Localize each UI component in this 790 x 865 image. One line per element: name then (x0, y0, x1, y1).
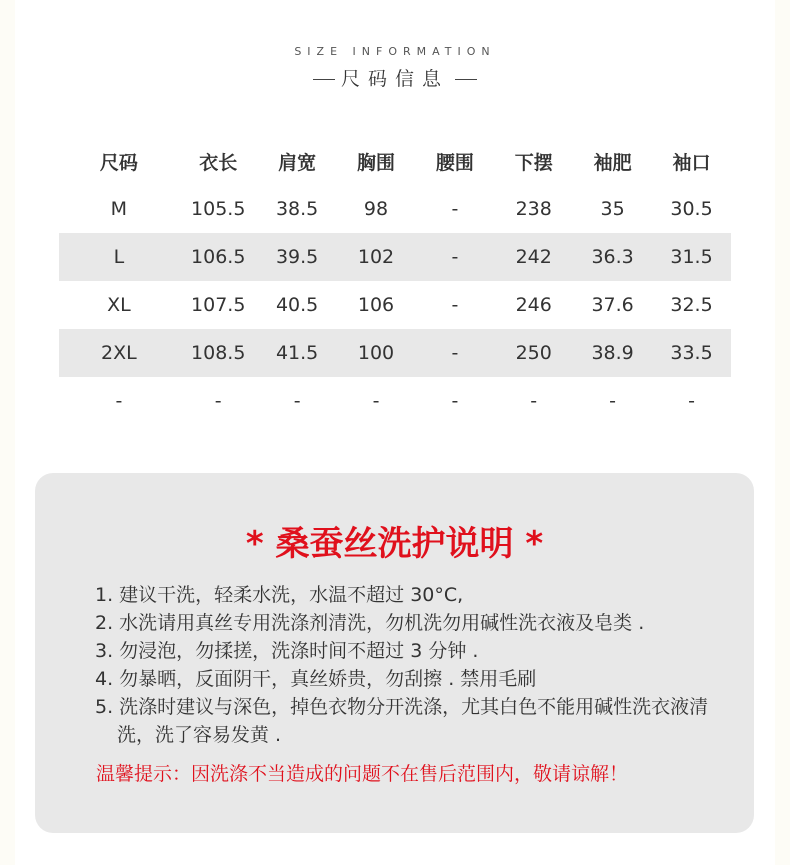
table-cell: 100 (337, 329, 416, 377)
table-cell: 106.5 (179, 233, 258, 281)
table-cell: 2XL (59, 329, 179, 377)
table-cell: 238 (515, 198, 552, 220)
table-cell: 98 (363, 198, 389, 220)
table-row (59, 233, 731, 281)
size-table (59, 137, 731, 425)
table-header-cell: 肩宽 (278, 151, 317, 174)
table-cell: - (609, 390, 617, 412)
table-cell: - (214, 390, 222, 412)
table-cell: - (293, 390, 301, 412)
table-cell: - (451, 294, 459, 316)
table-header-cell: 袖肥 (593, 151, 632, 174)
table-cell: 36.3 (573, 233, 652, 281)
table-header-row (59, 137, 731, 185)
table-cell: - (530, 390, 538, 412)
section-title-text: 尺码信息 (340, 68, 449, 90)
table-cell: M (110, 198, 128, 220)
table-cell: 39.5 (258, 233, 337, 281)
table-cell: 40.5 (275, 294, 319, 316)
care-instructions-panel (35, 473, 754, 833)
table-cell: 107.5 (191, 294, 246, 316)
table-cell: 242 (494, 233, 573, 281)
table-cell: 102 (337, 233, 416, 281)
table-row (59, 329, 731, 377)
table-header-cell: 腰围 (435, 151, 474, 174)
table-cell: - (451, 390, 459, 412)
table-cell: 37.6 (591, 294, 634, 316)
table-cell: 105.5 (191, 198, 246, 220)
care-title: * 桑蚕丝洗护说明 * (245, 524, 544, 564)
title-dash-left (313, 79, 335, 80)
table-cell: 31.5 (652, 233, 731, 281)
table-cell: 41.5 (258, 329, 337, 377)
table-cell: - (415, 329, 494, 377)
table-row (59, 185, 731, 233)
care-item: 5. 洗涤时建议与深色，掉色衣物分开洗涤，尤其白色不能用碱性洗衣液清洗，洗了容易发黄 . (95, 696, 709, 746)
table-cell: 38.5 (275, 198, 319, 220)
table-cell: - (372, 390, 380, 412)
care-list (95, 581, 715, 749)
table-row (59, 281, 731, 329)
care-warning-note: 温馨提示：因洗涤不当造成的问题不在售后范围内，敬请谅解！ (96, 763, 629, 785)
table-header-cell: 袖口 (672, 151, 711, 174)
table-cell: 106 (357, 294, 395, 316)
section-title (0, 64, 790, 91)
title-dash-right (455, 79, 477, 80)
table-row (59, 377, 731, 425)
table-cell: 33.5 (652, 329, 731, 377)
table-header-cell: 尺码 (99, 151, 138, 174)
table-cell: 32.5 (670, 294, 713, 316)
table-cell: 35 (600, 198, 625, 220)
table-cell: - (688, 390, 695, 412)
table-cell: - (415, 233, 494, 281)
care-item: 4. 勿暴晒，反面阴干，真丝娇贵，勿刮擦 . 禁用毛刷 (95, 668, 537, 690)
section-subtitle-en: SIZE INFORMATION (294, 45, 496, 58)
care-item: 3. 勿浸泡，勿揉搓，洗涤时间不超过 3 分钟 . (95, 640, 479, 662)
table-cell: 108.5 (179, 329, 258, 377)
table-cell: 30.5 (670, 198, 713, 220)
table-cell: 250 (494, 329, 573, 377)
table-cell: - (115, 390, 123, 412)
table-cell: 38.9 (573, 329, 652, 377)
table-header-cell: 衣长 (199, 151, 238, 174)
table-cell: XL (107, 294, 131, 316)
table-cell: 246 (515, 294, 552, 316)
table-header-cell: 下摆 (514, 151, 553, 174)
table-cell: - (451, 198, 459, 220)
table-header-cell: 胸围 (357, 151, 396, 174)
care-item: 2. 水洗请用真丝专用洗涤剂清洗，勿机洗勿用碱性洗衣液及皂类 . (95, 612, 645, 634)
table-cell: L (59, 233, 179, 281)
care-item: 1. 建议干洗，轻柔水洗，水温不超过 30°C, (95, 584, 464, 606)
